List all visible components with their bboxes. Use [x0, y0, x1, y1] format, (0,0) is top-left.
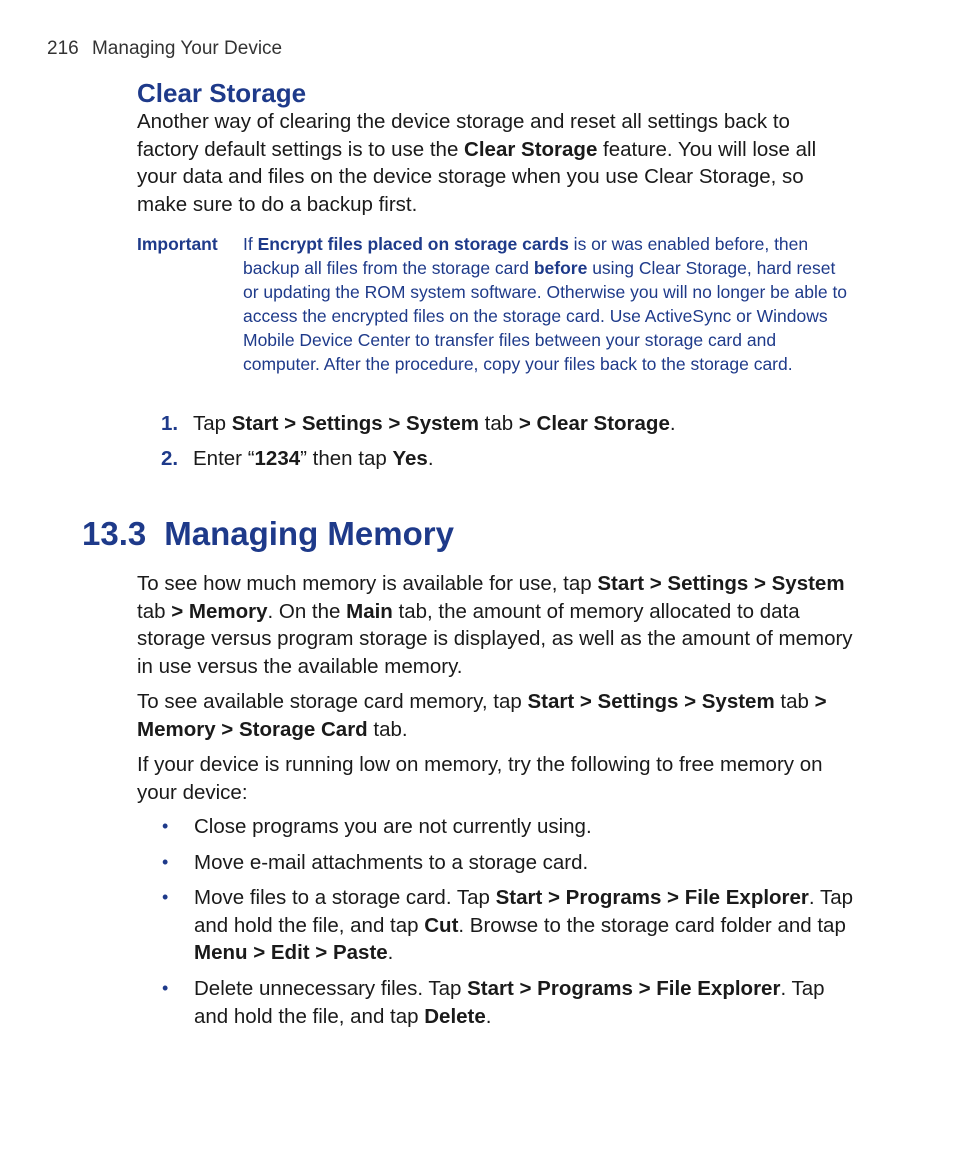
step-text: Enter “1234” then tap Yes.: [193, 447, 434, 470]
note-bold: Encrypt files placed on storage cards: [257, 234, 569, 254]
bullet-text: Move files to a storage card. Tap Start > Programs > File Explorer. Tap and hold the file, and tap Cut. Browse to the storage card folder and tap Menu > Edit > Paste.: [194, 886, 853, 964]
clear-storage-heading: Clear Storage: [137, 78, 307, 108]
note-bold: before: [533, 258, 588, 278]
step-text: Tap Start > Settings > System tab > Clear Storage.: [193, 412, 676, 435]
note-text: using Clear Storage, hard reset or updating the ROM system software. Otherwise you will no longer be able to access the encrypted files on the storage card. Use ActiveSync or Windows Mobile Device Center to transfer files between your storage card and computer. After the procedure, copy your files back to the storage card.: [243, 258, 848, 374]
bullet-text: Close programs you are not currently using.: [194, 815, 592, 838]
section-title: Managing Memory: [164, 515, 454, 552]
memory-para-2: To see available storage card memory, tap Start > Settings > System tab > Memory > Storage Card tab.: [137, 690, 827, 741]
note-text: If: [243, 234, 258, 254]
important-body: [243, 232, 855, 376]
bullet-text: Move e-mail attachments to a storage card.: [194, 851, 589, 874]
intro-text: Another way of clearing the device storage and reset all settings back to factory default settings is to use the: [137, 110, 790, 161]
page-number: 216: [47, 38, 79, 59]
bullet-dot: •: [162, 978, 169, 998]
intro-bold: Clear Storage: [464, 137, 598, 161]
clear-storage-intro: [137, 108, 857, 218]
step-number: 1.: [161, 412, 179, 435]
memory-para-3: If your device is running low on memory, try the following to free memory on your device:: [137, 753, 823, 804]
section-number: 13.3: [82, 515, 147, 552]
note-text: is or was enabled before, then backup all files from the storage card: [243, 234, 809, 278]
intro-text: feature. You will lose all your data and files on the device storage when you use Clear Storage, so make sure to do a backup first.: [137, 137, 817, 216]
bullet-dot: •: [162, 816, 169, 836]
page-header: [47, 38, 282, 60]
step-number: 2.: [161, 447, 179, 470]
bullet-text: Delete unnecessary files. Tap Start > Programs > File Explorer. Tap and hold the file, and tap Delete.: [194, 977, 825, 1028]
bullet-dot: •: [162, 852, 169, 872]
important-label: Important: [137, 234, 218, 254]
chapter-title: Managing Your Device: [91, 38, 283, 59]
section-heading: [82, 515, 454, 553]
memory-para-1: To see how much memory is available for use, tap Start > Settings > System tab > Memory. On the Main tab, the amount of memory allocated to data storage versus program storage is displayed, as well as the amount of memory in use versus the available memory.: [137, 572, 853, 678]
bullet-dot: •: [162, 887, 169, 907]
